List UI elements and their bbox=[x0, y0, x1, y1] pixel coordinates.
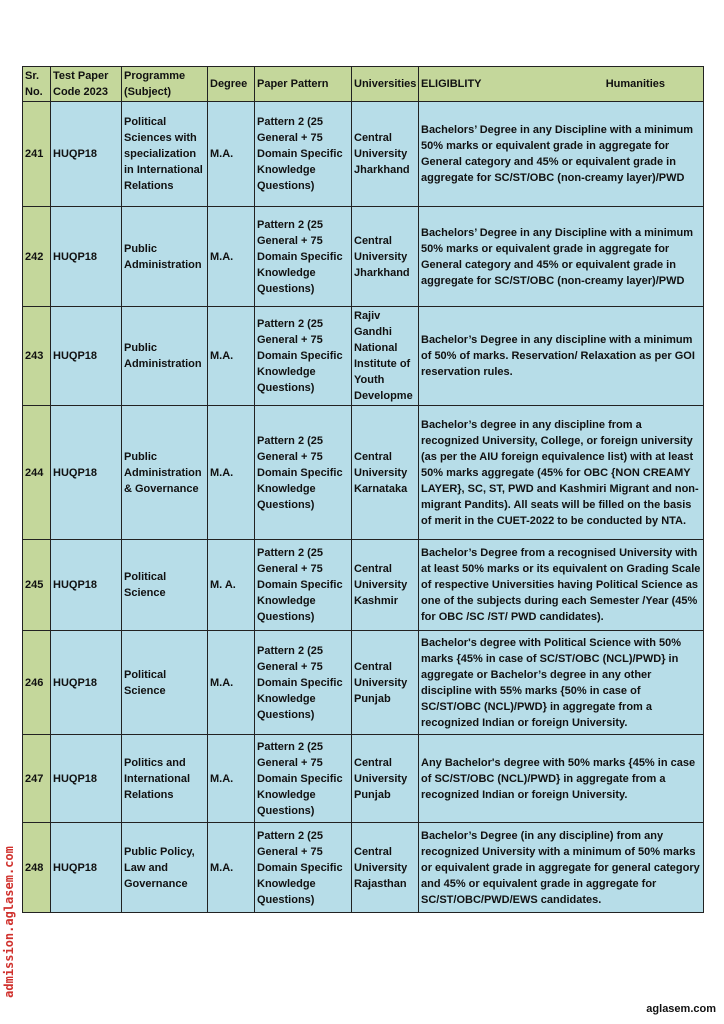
cell-paper-pattern: Pattern 2 (25 General + 75 Domain Specific Knowledge Questions) bbox=[255, 823, 352, 913]
cell-sr-no: 243 bbox=[23, 307, 51, 406]
cell-paper-pattern: Pattern 2 (25 General + 75 Domain Specific Knowledge Questions) bbox=[255, 540, 352, 631]
cell-test-paper-code: HUQP18 bbox=[51, 207, 122, 307]
cell-paper-pattern: Pattern 2 (25 General + 75 Domain Specific Knowledge Questions) bbox=[255, 735, 352, 823]
cell-degree: M.A. bbox=[208, 735, 255, 823]
cell-programme: Public Policy, Law and Governance bbox=[122, 823, 208, 913]
cell-test-paper-code: HUQP18 bbox=[51, 540, 122, 631]
cell-programme: Public Administration bbox=[122, 307, 208, 406]
cell-test-paper-code: HUQP18 bbox=[51, 102, 122, 207]
header-paper-pattern: Paper Pattern bbox=[255, 67, 352, 102]
cell-sr-no: 245 bbox=[23, 540, 51, 631]
header-domain: Humanities bbox=[605, 78, 665, 90]
cell-university: Central University Punjab bbox=[352, 735, 419, 823]
footer-site: aglasem.com bbox=[646, 1003, 716, 1015]
cell-paper-pattern: Pattern 2 (25 General + 75 Domain Specific Knowledge Questions) bbox=[255, 102, 352, 207]
cell-degree: M. A. bbox=[208, 540, 255, 631]
cell-university: Central University Karnataka bbox=[352, 406, 419, 540]
eligibility-table bbox=[22, 66, 704, 913]
header-degree: Degree bbox=[208, 67, 255, 102]
table-row bbox=[23, 406, 704, 540]
cell-test-paper-code: HUQP18 bbox=[51, 735, 122, 823]
cell-university: Rajiv Gandhi National Institute of Youth Developme bbox=[352, 307, 419, 406]
cell-eligibility: Bachelors’ Degree in any Discipline with a minimum 50% marks or equivalent grade in aggregate for General category and 45% or equivalent grade in aggregate for SC/ST/OBC (non-creamy layer)/PWD bbox=[419, 102, 704, 207]
cell-test-paper-code: HUQP18 bbox=[51, 823, 122, 913]
table-row bbox=[23, 631, 704, 735]
cell-test-paper-code: HUQP18 bbox=[51, 406, 122, 540]
cell-degree: M.A. bbox=[208, 307, 255, 406]
cell-degree: M.A. bbox=[208, 406, 255, 540]
watermark-text: admission.aglasem.com bbox=[2, 846, 16, 998]
header-programme: Programme (Subject) bbox=[122, 67, 208, 102]
cell-paper-pattern: Pattern 2 (25 General + 75 Domain Specific Knowledge Questions) bbox=[255, 207, 352, 307]
watermark bbox=[0, 832, 18, 1012]
cell-programme: Political Sciences with specialization in International Relations bbox=[122, 102, 208, 207]
cell-programme: Public Administration bbox=[122, 207, 208, 307]
cell-eligibility: Bachelor's degree with Political Science with 50% marks {45% in case of SC/ST/OBC (NCL)/PWD} in aggregate or Bachelor’s degree in any other discipline with 55% marks {50% in case of SC/ST/OBC (NCL)/PWD} in aggregate from a recognized Indian or foreign University. bbox=[419, 631, 704, 735]
table-row bbox=[23, 823, 704, 913]
cell-university: Central University Jharkhand bbox=[352, 102, 419, 207]
cell-sr-no: 244 bbox=[23, 406, 51, 540]
header-test-paper-code: Test Paper Code 2023 bbox=[51, 67, 122, 102]
cell-eligibility: Bachelor’s Degree from a recognised University with at least 50% marks or its equivalent on Grading Scale of respective Universities having Political Science as one of the subjects during each Semester /Year (45% for OBC /SC /ST/ PWD candidates). bbox=[419, 540, 704, 631]
cell-university: Central University Jharkhand bbox=[352, 207, 419, 307]
cell-test-paper-code: HUQP18 bbox=[51, 631, 122, 735]
header-eligibility: ELIGIBLITY bbox=[421, 78, 482, 90]
cell-eligibility: Bachelor’s degree in any discipline from a recognized University, College, or foreign university (as per the AIU foreign equivalence list) with at least 50% marks aggregate (45% for OBC {NON CREAMY LAYER}, SC, ST, PWD and Kashmiri Migrant and non-migrant Pandits). All seats will be filled on the basis of merit in the CUET-2022 to be conducted by NTA. bbox=[419, 406, 704, 540]
cell-sr-no: 247 bbox=[23, 735, 51, 823]
cell-sr-no: 248 bbox=[23, 823, 51, 913]
cell-university: Central University Punjab bbox=[352, 631, 419, 735]
table-row bbox=[23, 307, 704, 406]
cell-degree: M.A. bbox=[208, 207, 255, 307]
cell-university: Central University Rajasthan bbox=[352, 823, 419, 913]
cell-sr-no: 241 bbox=[23, 102, 51, 207]
cell-eligibility: Bachelor’s Degree in any discipline with a minimum of 50% of marks. Reservation/ Relaxation as per GOI reservation rules. bbox=[419, 307, 704, 406]
cell-paper-pattern: Pattern 2 (25 General + 75 Domain Specific Knowledge Questions) bbox=[255, 631, 352, 735]
cell-eligibility: Bachelor’s Degree (in any discipline) from any recognized University with a minimum of 50% marks or equivalent grade in aggregate for general category and 45% or equivalent grade in aggregate for SC/ST/OBC/PWD/EWS candidates. bbox=[419, 823, 704, 913]
cell-programme: Politics and International Relations bbox=[122, 735, 208, 823]
cell-programme: Political Science bbox=[122, 631, 208, 735]
table-row bbox=[23, 540, 704, 631]
table-body bbox=[23, 102, 704, 913]
table-row bbox=[23, 102, 704, 207]
cell-paper-pattern: Pattern 2 (25 General + 75 Domain Specific Knowledge Questions) bbox=[255, 307, 352, 406]
cell-paper-pattern: Pattern 2 (25 General + 75 Domain Specific Knowledge Questions) bbox=[255, 406, 352, 540]
cell-eligibility: Bachelors’ Degree in any Discipline with a minimum 50% marks or equivalent grade in aggregate for General category and 45% or equivalent grade in aggregate for SC/ST/OBC (non-creamy layer)/PWD bbox=[419, 207, 704, 307]
cell-degree: M.A. bbox=[208, 823, 255, 913]
header-sr-no: Sr. No. bbox=[23, 67, 51, 102]
cell-degree: M.A. bbox=[208, 102, 255, 207]
cell-test-paper-code: HUQP18 bbox=[51, 307, 122, 406]
cell-sr-no: 246 bbox=[23, 631, 51, 735]
table-row bbox=[23, 735, 704, 823]
table-row bbox=[23, 207, 704, 307]
cell-university: Central University Kashmir bbox=[352, 540, 419, 631]
cell-eligibility: Any Bachelor's degree with 50% marks {45% in case of SC/ST/OBC (NCL)/PWD} in aggregate from a recognized Indian or foreign University. bbox=[419, 735, 704, 823]
header-universities: Universities bbox=[352, 67, 419, 102]
table-header-row bbox=[23, 67, 704, 102]
cell-programme: Political Science bbox=[122, 540, 208, 631]
cell-degree: M.A. bbox=[208, 631, 255, 735]
cell-programme: Public Administration & Governance bbox=[122, 406, 208, 540]
header-eligibility-cell bbox=[419, 67, 704, 102]
cell-sr-no: 242 bbox=[23, 207, 51, 307]
